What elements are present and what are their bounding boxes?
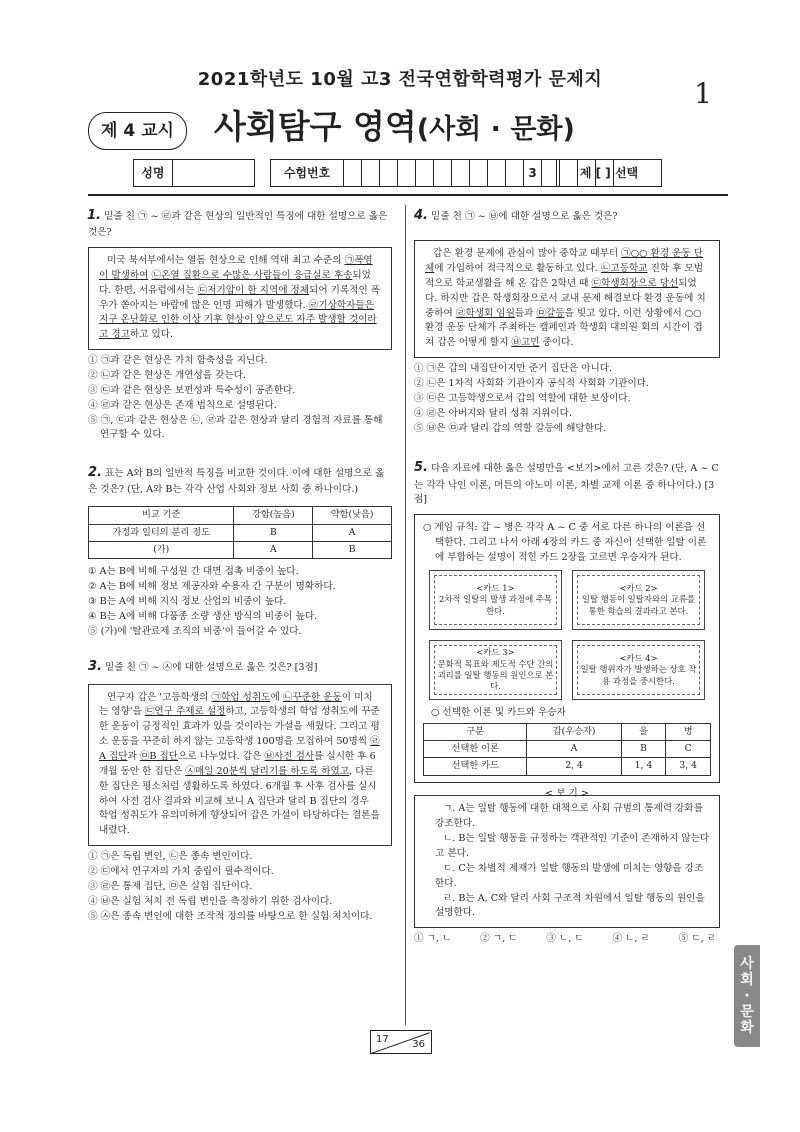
answer-option[interactable]: ① ㄱ, ㄴ bbox=[414, 933, 452, 945]
digit-box[interactable] bbox=[470, 160, 488, 186]
card: <카드 2> 일탈 행동이 일탈자와의 교류를 통한 학습의 결과라고 본다. bbox=[572, 570, 705, 630]
answer-option[interactable]: ② A는 B에 비해 정보 제공자와 수용자 간 구분이 명확하다. bbox=[88, 580, 336, 592]
page-number: 1 bbox=[694, 77, 712, 110]
name-label: 성명 bbox=[134, 160, 173, 186]
card: <카드 1> 2차적 일탈의 발생 과정에 주목한다. bbox=[429, 570, 562, 630]
question-3 bbox=[88, 657, 392, 924]
passage-box: 미국 북서부에서는 열돔 현상으로 인해 역대 최고 수준의 ㉠폭염이 발생하여 ㉡온열 질환으로 수많은 사람들이 응급실로 후송되었다. 한편, 서유럽에서는 ㉢저기압이 한 지역에 정체되어 기록적인 폭우가 쏟아지는 바람에 많은 인명 피해가 발생했다. ㉣기상학자들은 지구 온난화로 인한 이상 기후 현상이 앞으로도 자주 발생할 것이라고 경고하고 있다. bbox=[88, 247, 392, 350]
page-counter bbox=[370, 1030, 432, 1054]
total-pages: 36 bbox=[412, 1038, 425, 1050]
answer-option[interactable]: ② ㉢에서 연구자의 가치 중립이 필수적이다. bbox=[88, 865, 274, 877]
answer-option[interactable]: ④ ㉣은 아버지와 달리 성취 지위이다. bbox=[414, 407, 572, 419]
question-stem: 밑줄 친 ㉠ ~ ㉦에 대한 설명으로 옳은 것은? [3점] bbox=[105, 662, 318, 674]
answer-option[interactable]: ① ㉠과 같은 현상은 가치 함축성을 지닌다. bbox=[88, 355, 268, 367]
choice-label: ○ 선택한 이론 및 카드와 우승자 bbox=[431, 706, 566, 718]
table-row: 가정과 일터의 분리 정도 B A bbox=[89, 524, 392, 541]
underlined-phrase: ㉡온열 질환으로 수많은 사람들이 응급실로 후송 bbox=[151, 269, 353, 281]
answer-option[interactable]: ⑤ ㉠, ㉢과 같은 현상은 ㉡, ㉣과 같은 현상과 달리 경험적 자료를 통해 연구할 수 있다. bbox=[88, 414, 383, 441]
answer-options-row bbox=[414, 932, 720, 947]
subject-sub: (사회 · 문화) bbox=[416, 114, 575, 145]
question-number: 1. bbox=[87, 208, 101, 223]
answer-option[interactable]: ② ㄱ, ㄷ bbox=[480, 933, 518, 945]
question-number: 5. bbox=[414, 460, 428, 476]
answer-option[interactable]: ③ ㄴ, ㄷ bbox=[546, 933, 584, 945]
question-stem: 표는 A와 B의 일반적 특징을 비교한 것이다. 이에 대한 설명으로 옳은 것은? (단, A와 B는 각각 산업 사회와 정보 사회 중 하나이다.) bbox=[88, 468, 385, 496]
question-stem: 밑줄 친 ㉠ ~ ㉥에 대한 설명으로 옳은 것은? bbox=[431, 211, 618, 222]
answer-option[interactable]: ② ㉡과 같은 현상은 개연성을 갖는다. bbox=[88, 370, 246, 382]
question-number: 3. bbox=[88, 659, 102, 675]
answer-option[interactable]: ① ㉠은 독립 변인, ㉡은 종속 변인이다. bbox=[88, 851, 253, 863]
bogi-item: ㄴ. B는 일탈 행동을 규정하는 객관적인 기준이 존재하지 않는다고 본다. bbox=[435, 833, 710, 859]
column-divider bbox=[405, 205, 406, 1025]
digit-box[interactable] bbox=[344, 160, 362, 186]
question-stem: 다음 자료에 대한 옳은 설명만을 <보기>에서 고른 것은? (단, A ~ C는 각각 낙인 이론, 머튼의 아노미 이론, 차별 교제 이론 중 하나이다.) [3점] bbox=[414, 463, 719, 506]
left-column bbox=[88, 206, 392, 924]
question-1 bbox=[88, 206, 392, 443]
digit-box[interactable] bbox=[416, 160, 434, 186]
subject-side-tab: 사 회 · 문 화 bbox=[734, 945, 760, 1047]
answer-option[interactable]: ⑤ ㄷ, ㄹ bbox=[678, 933, 716, 945]
session-badge: 제 4 교시 bbox=[88, 112, 187, 150]
answer-option[interactable]: ① ㉠은 갑의 내집단이지만 준거 집단은 아니다. bbox=[414, 363, 613, 375]
digit-box[interactable] bbox=[434, 160, 452, 186]
subject-title bbox=[214, 101, 575, 152]
answer-option[interactable]: ③ B는 A에 비해 지식 정보 산업의 비중이 높다. bbox=[88, 595, 287, 607]
answer-option[interactable]: ⑤ ㉦은 종속 변인에 대한 조작적 정의를 바탕으로 한 실험 처치이다. bbox=[88, 910, 373, 922]
question-5 bbox=[414, 458, 720, 947]
question-number: 2. bbox=[88, 465, 102, 481]
name-field[interactable] bbox=[133, 159, 255, 187]
name-input-box[interactable] bbox=[173, 160, 254, 186]
exam-no-label: 수험번호 bbox=[271, 160, 344, 186]
answer-option[interactable]: ⑤ (가)에 '탈관료제 조직의 비중'이 들어갈 수 있다. bbox=[88, 625, 302, 637]
comparison-table: 비교 기준 강함(높음) 약함(낮음) 가정과 일터의 분리 정도 B A (가) A B bbox=[88, 506, 392, 559]
digit-box[interactable] bbox=[398, 160, 416, 186]
subject-main: 사회탐구 영역 bbox=[214, 107, 417, 146]
underlined-phrase: ㉠폭염이 발생하여 bbox=[99, 255, 373, 281]
card: <카드 4> 일탈 행위자가 발생하는 상호 작용 과정을 중시한다. bbox=[572, 640, 705, 700]
answer-option[interactable]: ⑤ ㉥은 ㉤과 달리 갑의 역할 갈등에 해당한다. bbox=[414, 422, 607, 434]
underlined-phrase: ㉢저기압이 한 지역에 정체 bbox=[197, 284, 310, 296]
digit-box[interactable] bbox=[380, 160, 398, 186]
digit-box-fixed: 3 bbox=[524, 160, 542, 186]
choice-table: 구분 갑(우승자) 을 병 선택한 이론 A B C 선택한 카드 2, 4 1, 4 3, 4 bbox=[423, 723, 711, 776]
selection-field[interactable] bbox=[556, 159, 662, 187]
answer-option[interactable]: ④ ㉣과 같은 현상은 존재 법칙으로 설명된다. bbox=[88, 399, 277, 411]
bogi-item: ㄹ. B는 A, C와 달리 사회 구조적 차원에서 일탈 행동의 원인을 설명한다. bbox=[435, 892, 705, 919]
bogi-box bbox=[414, 795, 720, 928]
exam-title: 2021학년도 10월 고3 전국연합학력평가 문제지 bbox=[197, 69, 603, 90]
selection-label: 제 [ ] 선택 bbox=[579, 166, 639, 180]
answer-option[interactable]: ④ ㄴ, ㄹ bbox=[612, 933, 650, 945]
answer-option[interactable]: ④ ㉥은 실험 처치 전 독립 변인을 측정하기 위한 검사이다. bbox=[88, 895, 333, 907]
question-stem: 밑줄 친 ㉠ ~ ㉣과 같은 현상의 일반적인 특징에 대한 설명으로 옳은 것은? bbox=[88, 211, 388, 239]
game-box bbox=[414, 514, 720, 782]
question-number: 4. bbox=[414, 208, 428, 223]
answer-option[interactable]: ③ ㉢과 같은 현상은 보편성과 특수성이 공존한다. bbox=[88, 384, 296, 396]
passage-box: 연구자 갑은 '고등학생의 ㉠학업 성취도에 ㉡꾸준한 운동이 미치는 영향'을 ㉢연구 주제로 설정하고, 고등학생의 학업 성취도에 꾸준한 운동이 긍정적인 효과가 있을 것이라는 가설을 세웠다. 그리고 평소 운동을 꾸준히 하지 않는 고등학생 100명을 모집하여 50명씩 ㉣A 집단과 ㉤B 집단으로 나누었다. 갑은 ㉥사전 검사를 실시한 후 6개월 동안 한 집단은 ㉦매일 20분씩 달리기를 하도록 하였고, 다른 한 집단은 평소처럼 생활하도록 하였다. 6개월 후 사후 검사를 실시하여 사전 검사 결과와 비교해 보니 A 집단과 달리 B 집단의 경우 학업 성취도가 유의미하게 향상되어 갑은 가설이 타당하다는 결론을 내렸다. bbox=[88, 684, 392, 847]
game-rule: ○ 게임 규칙: 갑 ~ 병은 각각 A ~ C 중 서로 다른 하나의 이론을 선택한다. 그리고 나서 아래 4장의 카드 중 자신이 선택한 일탈 이론에 부합하는 설명이 적힌 카드 2장을 고르면 우승자가 된다. bbox=[423, 522, 707, 564]
question-4 bbox=[414, 206, 720, 436]
current-page: 17 bbox=[376, 1034, 389, 1045]
bogi-title: < 보 기 > bbox=[545, 787, 589, 799]
digit-box[interactable] bbox=[506, 160, 524, 186]
answer-option[interactable]: ③ ㉢은 고등학생으로서 갑의 역할에 대한 보상이다. bbox=[414, 392, 631, 404]
digit-box[interactable] bbox=[362, 160, 380, 186]
digit-box[interactable] bbox=[452, 160, 470, 186]
card-grid bbox=[423, 566, 711, 704]
digit-box[interactable] bbox=[488, 160, 506, 186]
table-row: (가) A B bbox=[89, 541, 392, 558]
answer-option[interactable]: ④ B는 A에 비해 다품종 소량 생산 방식의 비중이 높다. bbox=[88, 610, 318, 622]
bogi-item: ㄷ. C는 차별적 제재가 일탈 행동의 발생에 미치는 영향을 강조한다. bbox=[435, 862, 704, 889]
underlined-phrase: ㉣기상학자들은 지구 온난화로 인한 이상 기후 현상이 앞으로도 자주 발생할 것이라고 경고 bbox=[99, 299, 377, 341]
answer-option[interactable]: ③ ㉣은 통제 집단, ㉤은 실험 집단이다. bbox=[88, 880, 253, 892]
table-row: 선택한 이론 A B C bbox=[424, 741, 711, 758]
passage-box: 갑은 환경 문제에 관심이 많아 중학교 때부터 ㉠○○ 환경 운동 단체에 가입하여 적극적으로 활동하고 있다. ㉡고등학교 진학 후 모범적으로 학교생활을 해 온 갑은 2학년 때 ㉢학생회장으로 당선되었다. 하지만 갑은 학생회장으로서 교내 문제 해결보다 환경 운동에 치중하여 ㉣학생회 임원들과 ㉤갈등을 빚고 있다. 이런 상황에서 ○○ 환경 운동 단체가 주최하는 캠페인과 학생회 대의원 회의 시간이 겹쳐 갑은 어떻게 할지 ㉥고민 중이다. bbox=[414, 240, 720, 358]
bogi-item: ㄱ. A는 일탈 행동에 대한 대책으로 사회 규범의 통제력 강화를 강조한다. bbox=[435, 803, 703, 830]
answer-option[interactable]: ② ㉡은 1차적 사회화 기관이자 공식적 사회화 기관이다. bbox=[414, 378, 650, 390]
answer-option[interactable]: ① A는 B에 비해 구성원 간 대면 접촉 비중이 높다. bbox=[88, 566, 299, 578]
card: <카드 3> 문화적 목표와 제도적 수단 간의 괴리를 일탈 행동의 원인으로 본다. bbox=[429, 640, 562, 700]
table-row: 선택한 카드 2, 4 1, 4 3, 4 bbox=[424, 758, 711, 775]
question-2 bbox=[88, 463, 392, 639]
right-column bbox=[414, 206, 720, 947]
header-divider bbox=[88, 194, 728, 196]
